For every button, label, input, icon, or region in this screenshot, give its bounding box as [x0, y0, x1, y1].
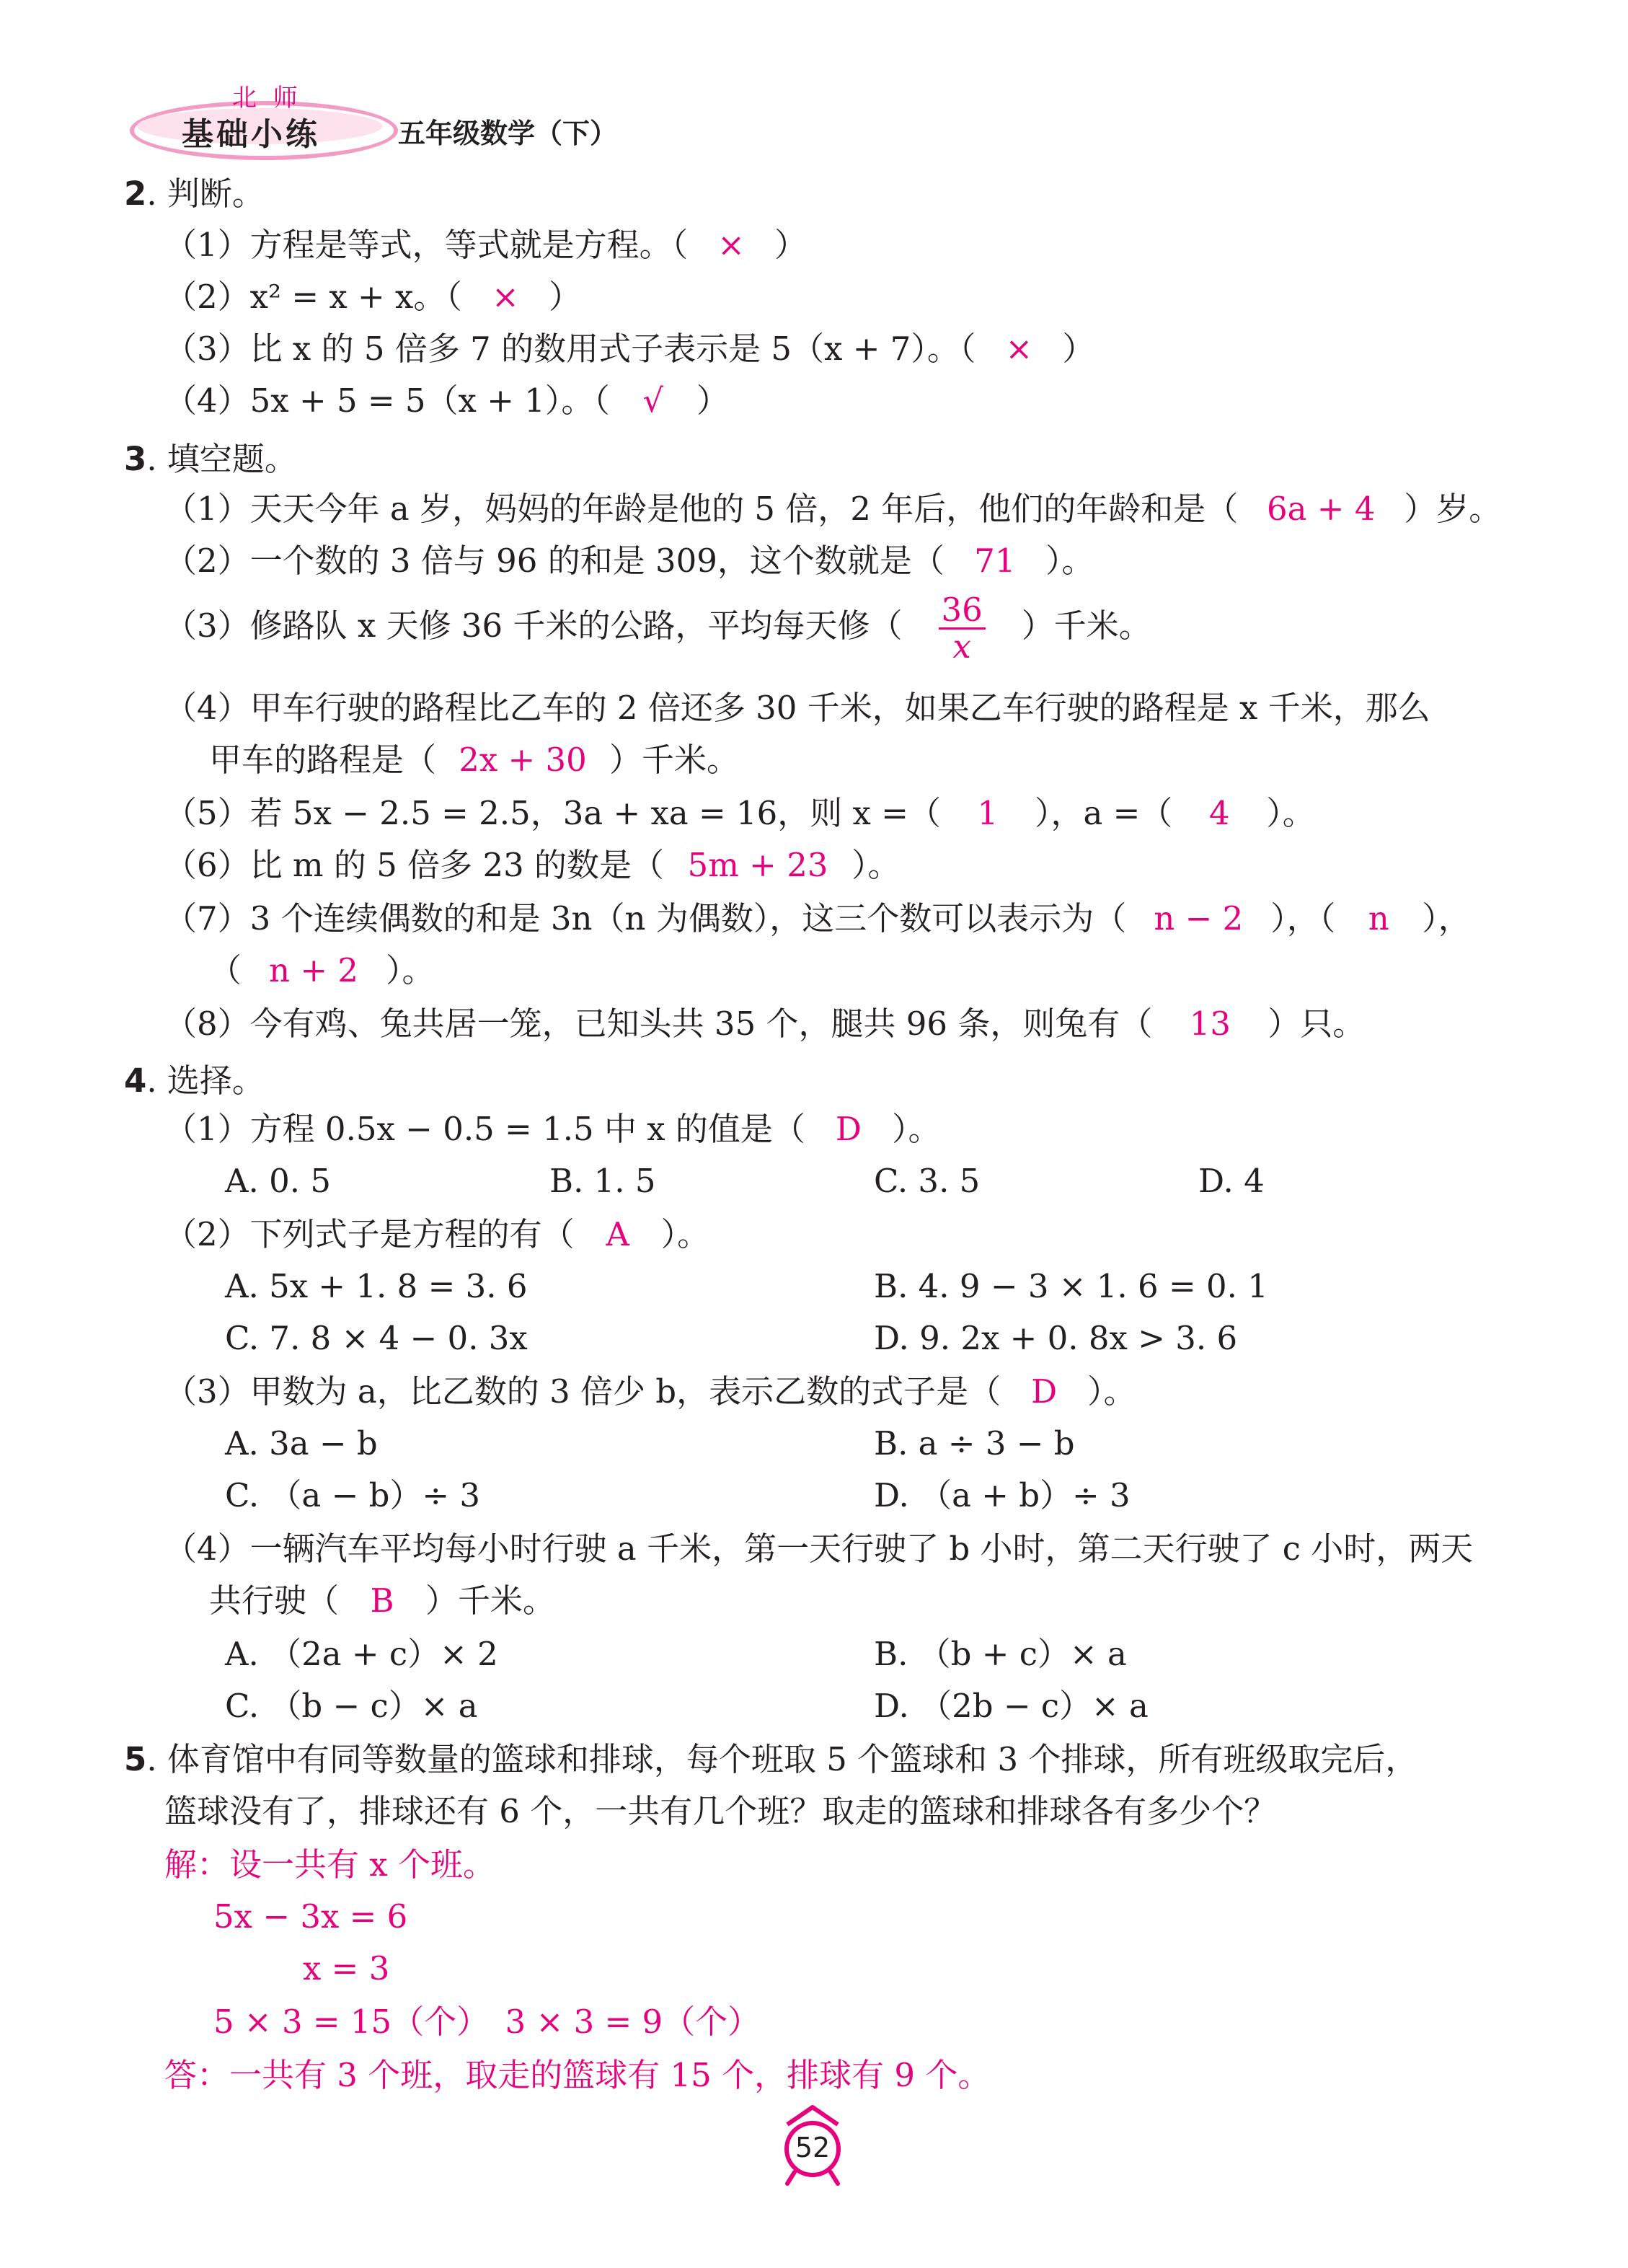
choice-2-option-d: D. 9. 2x + 0. 8x > 3. 6: [874, 1319, 1238, 1357]
choice-2-option-c: C. 7. 8 × 4 − 0. 3x: [225, 1319, 528, 1357]
choice-1-option-b: B. 1. 5: [549, 1162, 656, 1200]
choice-2-option-a: A. 5x + 1. 8 = 3. 6: [225, 1267, 528, 1305]
choice-item-4-line-2: 共行驶（ B ）千米。: [209, 1581, 556, 1620]
fill-item-6: （6）比 m 的 5 倍多 23 的数是（ 5m + 23 ）。: [164, 846, 901, 884]
choice-3-option-b: B. a ÷ 3 − b: [874, 1424, 1075, 1462]
fill-item-4-line-1: （4）甲车行驶的路程比乙车的 2 倍还多 30 千米，如果乙车行驶的路程是 x 千米，那么: [164, 689, 1430, 727]
choice-3-option-a: A. 3a − b: [225, 1424, 378, 1462]
brand-publisher: 北 师: [232, 84, 302, 112]
fill-item-3: （3）修路队 x 天修 36 千米的公路，平均每天修（ $\frac{36}{x}$ ）千米。: [164, 591, 1151, 666]
choice-item-1: （1）方程 0.5x − 0.5 = 1.5 中 x 的值是（ D ）。: [164, 1110, 941, 1148]
grade-title: 五年级数学（下）: [398, 118, 618, 149]
fill-item-4-line-2: 甲车的路程是（ 2x + 30 ）千米。: [209, 741, 740, 779]
choice-item-4-line-1: （4）一辆汽车平均每小时行驶 a 千米，第一天行驶了 b 小时，第二天行驶了 c 小时，两天: [164, 1530, 1474, 1568]
judge-item-2: （2）x² = x + x。（ × ）: [164, 278, 581, 316]
answer-fraction: $\frac{36}{x}$: [939, 593, 986, 664]
page-number: 52: [795, 2132, 831, 2163]
page-number-badge: [773, 2103, 852, 2189]
fill-item-1: （1）天天今年 a 岁，妈妈的年龄是他的 5 倍，2 年后，他们的年龄和是（ 6a + 4 ）岁。: [164, 490, 1502, 528]
fill-item-2: （2）一个数的 3 倍与 96 的和是 309，这个数就是（ 71 ）。: [164, 542, 1094, 580]
choice-4-option-a: A. （2a + c）× 2: [225, 1635, 498, 1673]
judge-item-1: （1）方程是等式，等式就是方程。（ × ）: [164, 226, 808, 264]
section-5-question-line-2: 篮球没有了，排球还有 6 个，一共有几个班？取走的篮球和排球各有多少个？: [164, 1792, 1277, 1830]
choice-4-option-b: B. （b + c）× a: [874, 1635, 1127, 1673]
choice-3-option-d: D. （a + b）÷ 3: [874, 1476, 1131, 1514]
choice-2-option-b: B. 4. 9 − 3 × 1. 6 = 0. 1: [874, 1267, 1268, 1305]
choice-3-option-c: C. （a − b）÷ 3: [225, 1476, 481, 1514]
fill-item-5: （5）若 5x − 2.5 = 2.5，3a + xa = 16，则 x =（ 1 ），a =（ 4 ）。: [164, 794, 1315, 832]
choice-1-option-d: D. 4: [1198, 1162, 1265, 1200]
fill-item-7-line-2: （ n + 2 ）。: [209, 951, 435, 989]
judge-item-4: （4）5x + 5 = 5（x + 1）。（ √ ）: [164, 381, 729, 420]
section-2-heading: 2. 判断。: [124, 175, 265, 213]
choice-item-2: （2）下列式子是方程的有（ A ）。: [164, 1215, 710, 1253]
section-3-heading: 3. 填空题。: [124, 440, 297, 478]
fill-item-8: （8）今有鸡、兔共居一笼，已知头共 35 个，腿共 96 条，则兔有（ 13 ）只。: [164, 1005, 1366, 1043]
solution-equation: 5x − 3x = 6: [213, 1897, 408, 1936]
judge-item-3: （3）比 x 的 5 倍多 7 的数用式子表示是 5（x + 7）。（ × ）: [164, 330, 1095, 368]
solution-calculation: 5 × 3 = 15（个） 3 × 3 = 9（个）: [213, 2003, 761, 2041]
solution-setup: 解：设一共有 x 个班。: [164, 1845, 495, 1884]
solution-result: x = 3: [303, 1949, 390, 1987]
solution-answer: 答：一共有 3 个班，取走的篮球有 15 个，排球有 9 个。: [164, 2056, 991, 2094]
choice-item-3: （3）甲数为 a，比乙数的 3 倍少 b，表示乙数的式子是（ D ）。: [164, 1372, 1136, 1411]
choice-4-option-d: D. （2b − c）× a: [874, 1687, 1149, 1725]
choice-4-option-c: C. （b − c）× a: [225, 1687, 478, 1725]
section-5-heading: 5. 体育馆中有同等数量的篮球和排球，每个班取 5 个篮球和 3 个排球，所有班级取完后，: [124, 1740, 1418, 1778]
choice-1-option-c: C. 3. 5: [874, 1162, 981, 1200]
fill-item-7: （7）3 个连续偶数的和是 3n（n 为偶数），这三个数可以表示为（ n − 2 ），（ n ），: [164, 899, 1471, 937]
choice-1-option-a: A. 0. 5: [225, 1162, 331, 1200]
brand-title: 基础小练: [182, 116, 320, 153]
section-4-heading: 4. 选择。: [124, 1062, 265, 1100]
